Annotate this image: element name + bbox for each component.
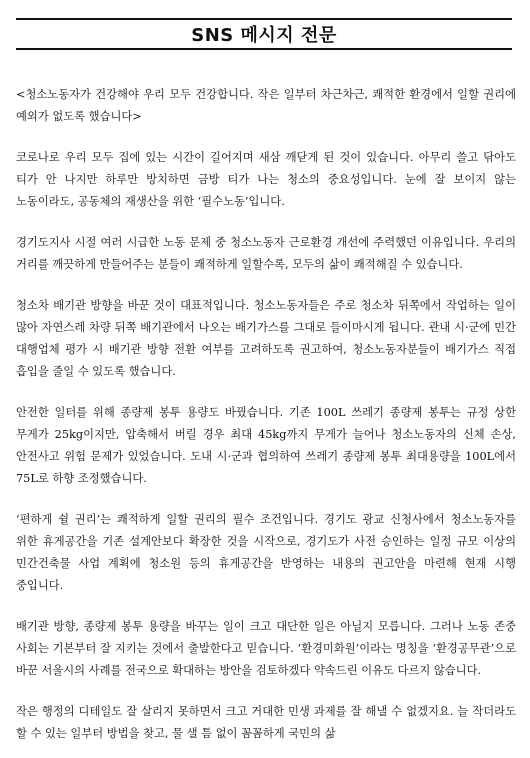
paragraph-governor: 경기도지사 시절 여러 시급한 노동 문제 중 청소노동자 근로환경 개선에 주력했던 이유입니다. 우리의 거리를 깨끗하게 만들어주는 분들이 쾌적하게 일할수록, 모두의 삶이 쾌적해질 수 있습니다. (16, 236, 516, 271)
document-body (16, 84, 516, 758)
paragraph-covid: 코로나로 우리 모두 집에 있는 시간이 길어지며 새삼 깨닫게 된 것이 있습니다. 아무리 쓸고 닦아도 티가 안 나지만 하루만 방치하면 금방 티가 나는 청소의 중요성입니다. 눈에 잘 보이지 않는 노동이라도, 공동체의 재생산을 위한 ‘필수노동’입니다. (16, 151, 516, 208)
title-box (16, 18, 512, 50)
paragraph-closing: 작은 행정의 디테일도 잘 살리지 못하면서 크고 거대한 민생 과제를 잘 해낼 수 없겠지요. 늘 작더라도 할 수 있는 일부터 방법을 찾고, 물 샐 틈 없이 꼼꼼하게 국민의 삶 (16, 705, 516, 740)
paragraph-bag-volume: 안전한 일터를 위해 종량제 봉투 용량도 바꿨습니다. 기존 100L 쓰레기 종량제 봉투는 규정 상한 무게가 25kg이지만, 압축해서 버릴 경우 최대 45kg까지 무게가 늘어나 청소노동자의 신체 손상, 안전사고 위험 문제가 있었습니다. 도내 시·군과 협의하여 쓰레기 종량제 봉투 최대용량을 100L에서 75L로 하향 조정했습니다. (16, 406, 516, 485)
paragraph-rest-right: ‘편하게 쉴 권리’는 쾌적하게 일할 권리의 필수 조건입니다. 경기도 광교 신청사에서 청소노동자를 위한 휴게공간을 기존 설계안보다 확장한 것을 시작으로, 경기도가 사전 승인하는 일정 규모 이상의 민간건축물 사업 계획에 청소원 등의 휴게공간을 반영하는 내용의 권고안을 마련해 현재 시행 중입니다. (16, 513, 516, 592)
paragraph-exhaust: 청소차 배기관 방향을 바꾼 것이 대표적입니다. 청소노동자들은 주로 청소차 뒤쪽에서 작업하는 일이 많아 자연스레 차량 뒤쪽 배기관에서 나오는 배기가스를 그대로 들이마시게 됩니다. 관내 시·군에 민간 대행업체 평가 시 배기관 방향 전환 여부를 고려하도록 권고하여, 청소노동자분들이 배기가스 직접 흡입을 줄일 수 있도록 했습니다. (16, 299, 516, 378)
paragraph-intro: <청소노동자가 건강해야 우리 모두 건강합니다. 작은 일부터 차근차근, 쾌적한 환경에서 일할 권리에 예외가 없도록 했습니다> (16, 88, 516, 123)
paragraph-labor-respect: 배기관 방향, 종량제 봉투 용량을 바꾸는 일이 크고 대단한 일은 아닐지 모릅니다. 그러나 노동 존중 사회는 기본부터 잘 지키는 것에서 출발한다고 믿습니다. ‘환경미화원’이라는 명칭을 ‘환경공무관’으로 바꾼 서울시의 사례를 전국으로 확대하는 방안을 검토하겠다 약속드린 이유도 다르지 않습니다. (16, 620, 516, 677)
page-title: SNS 메시지 전문 (191, 25, 337, 46)
